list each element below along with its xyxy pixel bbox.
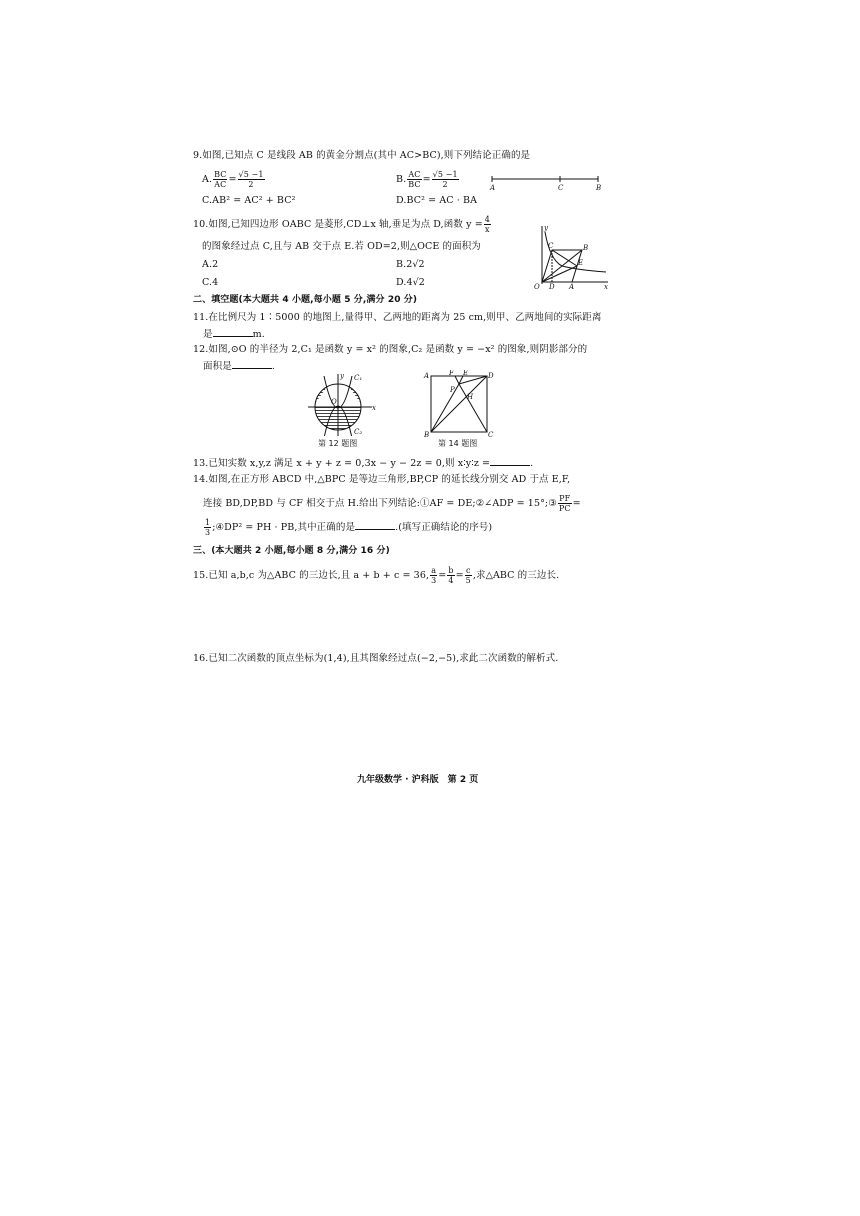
q9-b-lhs-fraction: $\frac{AC}{BC}$	[408, 170, 421, 189]
q14-line3: $\frac{1}{3}$ ;④DP² = PH · PB,其中正确的是 .(填写正确结论的序号)	[205, 518, 493, 537]
q10-option-d: D.4√2	[396, 277, 425, 288]
q12-line1: 12.如图,⊙O 的半径为 2,C₁ 是函数 y = x² 的图象,C₂ 是函数 y = −x² 的图象,则阴影部分的	[193, 344, 588, 355]
label-a: A	[569, 283, 575, 290]
q9-option-c: C.AB² = AC² + BC²	[202, 195, 296, 206]
q9-option-b: B. $\frac{AC}{BC}$ = $\frac{√5 -1}{2}$	[396, 170, 458, 189]
q10-stem-line2: 的图象经过点 C,且与 AB 交于点 E.若 OD=2,则△OCE 的面积为	[202, 241, 481, 252]
q9-option-d: D.BC² = AC · BA	[396, 195, 478, 206]
q11-line2: 是 m.	[203, 329, 265, 340]
q16-line: 16.已知二次函数的顶点坐标为(1,4),且其图象经过点(−2,−5),求此二次函数的解析式.	[193, 653, 559, 664]
q14-pf-pc-fraction: $\frac{PF}{PC}$	[558, 494, 571, 513]
q14-figure-caption: 第 14 题图	[438, 439, 478, 448]
label-b: B	[424, 431, 430, 438]
q12-line2: 面积是 .	[203, 361, 275, 372]
label-b: B	[596, 184, 602, 192]
q14-line1: 14.如图,在正方形 ABCD 中,△BPC 是等边三角形,BP,CP 的延长线分别交 AD 于点 E,F,	[193, 474, 571, 485]
label-h: H	[467, 393, 474, 401]
label-c: C	[558, 184, 564, 192]
q15-line: 15.已知 a,b,c 为△ABC 的三边长,且 a + b + c = 36, $\frac{a}{3}$ = $\frac{b}{4}$ = $\frac{c}{5}$ ,求△ABC 的三边长.	[193, 566, 560, 585]
q10-function-fraction: $\frac{4}{x}$	[484, 215, 490, 234]
q9-stem: 9.如图,已知点 C 是线段 AB 的黄金分割点(其中 AC>BC),则下列结论正确的是	[193, 150, 531, 161]
q9-a-rhs-fraction: $\frac{√5 -1}{2}$	[238, 170, 264, 189]
q10-option-b: B.2√2	[396, 259, 425, 270]
q11-answer-blank[interactable]	[213, 327, 253, 337]
label-a: A	[424, 372, 430, 380]
q10-rhombus-figure	[520, 222, 612, 290]
label-o: O	[534, 283, 540, 290]
label-b: B	[583, 244, 589, 252]
label-e: E	[578, 259, 584, 267]
q12-figure-caption: 第 12 题图	[318, 439, 358, 448]
label-c: C	[548, 242, 554, 250]
q14-answer-blank[interactable]	[355, 520, 395, 530]
label-d: D	[488, 372, 494, 380]
section-3-header: 三、(本大题共 2 小题,每小题 8 分,满分 16 分)	[193, 546, 390, 556]
q13-line: 13.已知实数 x,y,z 满足 x + y + z = 0,3x − y − 2z = 0,则 x∶y∶z = .	[193, 458, 534, 469]
label-y: y	[340, 372, 344, 380]
q14-line2: 连接 BD,DP,BD 与 CF 相交于点 H.给出下列结论:①AF = DE;②∠ADP = 15°;③ $\frac{PF}{PC}$ =	[203, 494, 581, 513]
q9-b-rhs-fraction: $\frac{√5 -1}{2}$	[432, 170, 458, 189]
label-y: y	[544, 224, 548, 232]
q14-square-figure	[423, 370, 495, 438]
q12-circle-figure	[300, 370, 380, 436]
q15-b-over-4: $\frac{b}{4}$	[448, 566, 454, 585]
q14-one-third-fraction: $\frac{1}{3}$	[205, 518, 211, 537]
label-d: D	[549, 283, 555, 290]
page-footer: 九年级数学 · 沪科版 第 2 页	[357, 775, 479, 785]
label-e: E	[463, 370, 469, 377]
hyperbola-curve	[545, 232, 606, 272]
label-c1: C₁	[354, 374, 363, 382]
label-o: O	[331, 398, 337, 406]
section-2-header: 二、填空题(本大题共 4 小题,每小题 5 分,满分 20 分)	[193, 295, 418, 305]
q11-line1: 11.在比例尺为 1∶5000 的地图上,量得甲、乙两地的距离为 25 cm,则甲、乙两地间的实际距离	[193, 312, 602, 323]
q10-option-c: C.4	[202, 277, 219, 288]
label-c: C	[488, 431, 494, 438]
label-x: x	[372, 404, 376, 412]
label-x: x	[604, 283, 608, 290]
q9-option-a: A. $\frac{BC}{AC}$ = $\frac{√5 -1}{2}$	[202, 170, 264, 189]
extension-pf	[455, 376, 459, 384]
q9-segment-figure	[486, 170, 606, 192]
label-p: P	[450, 386, 455, 394]
q10-stem-line1: 10.如图,已知四边形 OABC 是菱形,CD⊥x 轴,垂足为点 D,函数 y = $\frac{4}{x}$	[193, 215, 490, 234]
q9-a-lhs-fraction: $\frac{BC}{AC}$	[214, 170, 227, 189]
label-f: F	[449, 370, 454, 377]
q15-a-over-3: $\frac{a}{3}$	[431, 566, 437, 585]
label-c2: C₂	[354, 428, 363, 436]
q10-option-a: A.2	[202, 259, 219, 270]
segment-cp	[459, 384, 487, 432]
q12-answer-blank[interactable]	[232, 359, 272, 369]
q15-c-over-5: $\frac{c}{5}$	[465, 566, 471, 585]
q13-answer-blank[interactable]	[490, 456, 530, 466]
label-a: A	[490, 184, 496, 192]
